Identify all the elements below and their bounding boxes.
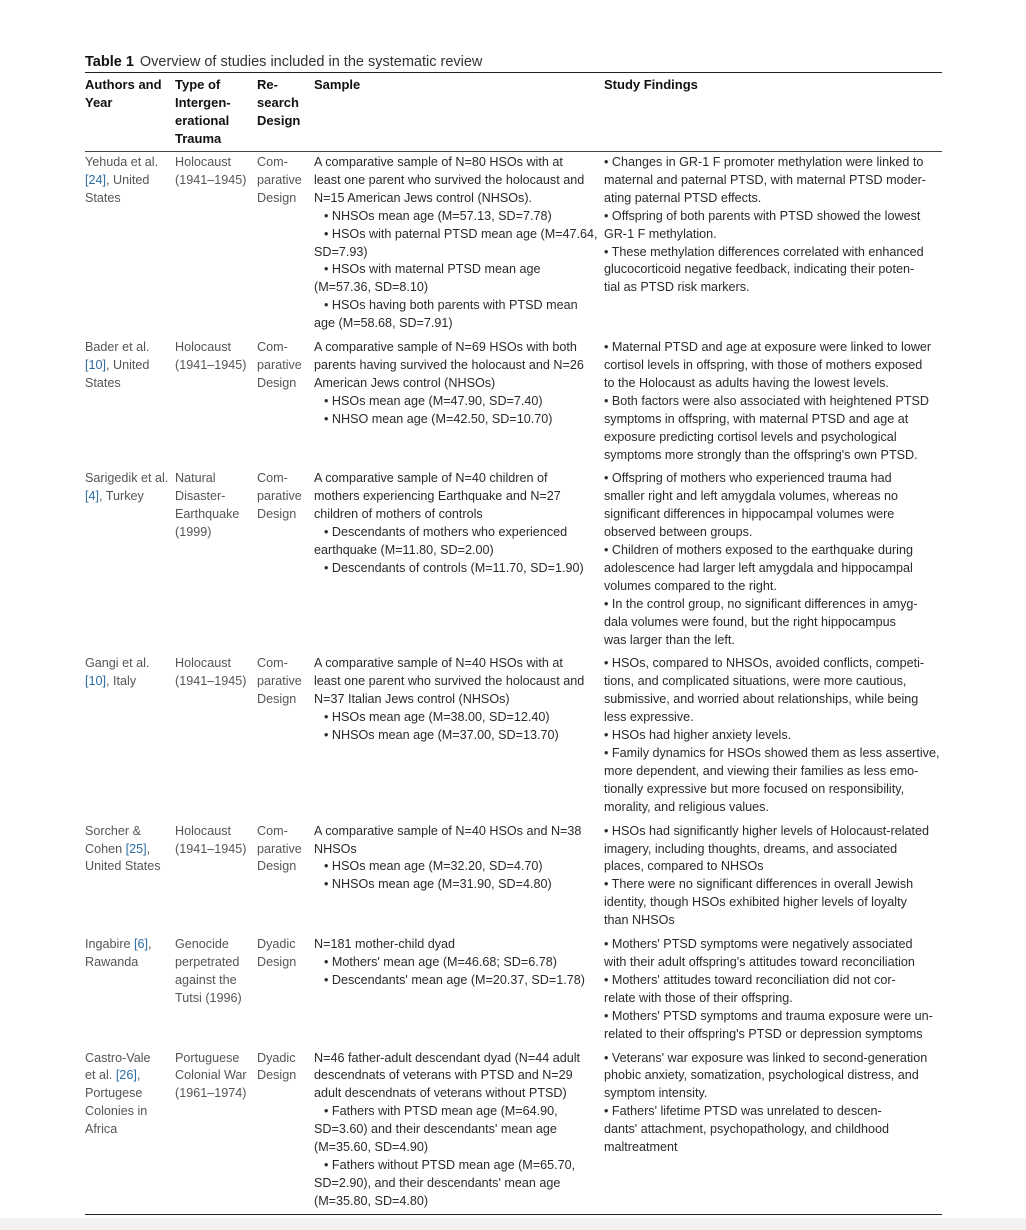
authors-line: Gangi et al.: [85, 656, 150, 671]
sample-line: adult descendnats of veterans without PTSD): [314, 1086, 567, 1101]
sample-line: (M=57.36, SD=8.10): [314, 280, 429, 295]
trauma-line: Holocaust: [175, 823, 232, 838]
authors-line: Sorcher &: [85, 823, 141, 838]
trauma-line: Tutsi (1996): [175, 990, 242, 1005]
cell-design: [257, 468, 314, 653]
sample-line: (M=35.60, SD=4.90): [314, 1140, 429, 1155]
header-row: [85, 73, 942, 152]
sample-line: A comparative sample of N=69 HSOs with both: [314, 340, 577, 355]
finding-line: • Mothers' attitudes toward reconciliation did not cor-: [604, 972, 896, 987]
finding-line: maternal and paternal PTSD, with maternal PTSD moder-: [604, 172, 926, 187]
finding-line: symptom intensity.: [604, 1086, 708, 1101]
cell-design: [257, 653, 314, 820]
sample-bullet: • HSOs mean age (M=38.00, SD=12.40): [324, 710, 550, 725]
finding-line: • Maternal PTSD and age at exposure were linked to lower: [604, 340, 932, 355]
sample-line: N=15 American Jews control (NHSOs).: [314, 190, 533, 205]
citation-ref[interactable]: [6]: [134, 937, 149, 952]
table-row: [85, 653, 942, 820]
cell-trauma: [175, 653, 257, 820]
trauma-line: Disaster-: [175, 489, 226, 504]
finding-line: GR-1 F methylation.: [604, 226, 717, 241]
table-row: [85, 934, 942, 1047]
sample-line: A comparative sample of N=40 children of: [314, 471, 548, 486]
citation-ref[interactable]: [10]: [85, 357, 107, 372]
design-line: Com-: [257, 340, 288, 355]
cell-design: [257, 152, 314, 338]
cell-findings: [604, 1048, 942, 1215]
sample-bullet: • Descendants of mothers who experienced: [324, 525, 568, 540]
cell-sample: [314, 934, 604, 1047]
finding-line: • There were no significant differences in overall Jewish: [604, 877, 914, 892]
finding-line: symptoms in offspring, with maternal PTSD and age at: [604, 411, 909, 426]
finding-line: observed between groups.: [604, 525, 753, 540]
design-line: Design: [257, 375, 297, 390]
finding-line: relate with those of their offspring.: [604, 990, 793, 1005]
design-line: Com-: [257, 823, 288, 838]
design-line: Design: [257, 1068, 297, 1083]
trauma-line: Earthquake: [175, 507, 240, 522]
authors-line: [10], Italy: [85, 674, 137, 689]
finding-line: places, compared to NHSOs: [604, 859, 764, 874]
cell-authors: [85, 337, 175, 468]
finding-line: to the Holocaust as adults having the lowest levels.: [604, 375, 889, 390]
trauma-line: perpetrated: [175, 954, 240, 969]
authors-line: Bader et al.: [85, 340, 150, 355]
finding-line: phobic anxiety, somatization, psychological distress, and: [604, 1068, 919, 1083]
finding-line: • Changes in GR-1 F promoter methylation were linked to: [604, 155, 924, 169]
sample-line: A comparative sample of N=80 HSOs with at: [314, 155, 563, 169]
authors-line: [10], United: [85, 357, 150, 372]
sample-line: children of mothers of controls: [314, 507, 483, 522]
cell-authors: [85, 152, 175, 338]
finding-line: with their adult offspring's attitudes toward reconciliation: [604, 954, 915, 969]
cell-findings: [604, 152, 942, 338]
authors-line: Ingabire [6],: [85, 937, 152, 952]
table-row: [85, 821, 942, 934]
cell-trauma: [175, 468, 257, 653]
cell-sample: [314, 337, 604, 468]
finding-line: • Fathers' lifetime PTSD was unrelated to descen-: [604, 1104, 882, 1119]
cell-authors: [85, 653, 175, 820]
finding-line: dants' attachment, psychopathology, and childhood: [604, 1122, 890, 1137]
design-line: parative: [257, 489, 302, 504]
cell-design: [257, 821, 314, 934]
finding-line: • Offspring of both parents with PTSD showed the lowest: [604, 208, 921, 223]
trauma-line: (1941–1945): [175, 841, 247, 856]
finding-line: tions, and complicated situations, were more cautious,: [604, 674, 907, 689]
cell-sample: [314, 468, 604, 653]
sample-line: parents having survived the holocaust and N=26: [314, 357, 584, 372]
cell-sample: [314, 1048, 604, 1215]
sample-bullet: • HSOs with paternal PTSD mean age (M=47.64,: [324, 226, 598, 241]
sample-bullet: • Mothers' mean age (M=46.68; SD=6.78): [324, 954, 557, 969]
sample-bullet: • HSOs with maternal PTSD mean age: [324, 262, 541, 277]
citation-ref[interactable]: [26]: [115, 1068, 137, 1083]
table-body: [85, 152, 942, 1215]
design-line: Design: [257, 859, 297, 874]
finding-line: • Offspring of mothers who experienced trauma had: [604, 471, 892, 486]
trauma-line: (1941–1945): [175, 674, 247, 689]
cell-findings: [604, 653, 942, 820]
authors-line: Sarigedik et al.: [85, 471, 169, 486]
authors-line: Africa: [85, 1122, 118, 1137]
trauma-line: Colonial War: [175, 1068, 247, 1083]
design-line: Com-: [257, 656, 288, 671]
cell-design: [257, 934, 314, 1047]
table-row: [85, 152, 942, 338]
design-line: Com-: [257, 155, 288, 169]
cell-findings: [604, 337, 942, 468]
header-authors: Authors and Year: [85, 73, 175, 152]
sample-bullet: • NHSOs mean age (M=37.00, SD=13.70): [324, 728, 559, 743]
finding-line: more dependent, and viewing their families as less emo-: [604, 763, 919, 778]
authors-line: Portugese: [85, 1086, 143, 1101]
sample-line: mothers experiencing Earthquake and N=27: [314, 489, 561, 504]
table-row: [85, 337, 942, 468]
finding-line: • HSOs, compared to NHSOs, avoided conflicts, competi-: [604, 656, 925, 671]
trauma-line: Natural: [175, 471, 216, 486]
design-line: parative: [257, 172, 302, 187]
sample-bullet: • NHSO mean age (M=42.50, SD=10.70): [324, 411, 553, 426]
sample-line: SD=2.90), and their descendants' mean age: [314, 1175, 561, 1190]
finding-line: morality, and religious values.: [604, 799, 769, 814]
trauma-line: (1999): [175, 525, 212, 540]
design-line: Design: [257, 190, 297, 205]
design-line: Com-: [257, 471, 288, 486]
finding-line: volumes compared to the right.: [604, 578, 777, 593]
sample-bullet: • Descendants' mean age (M=20.37, SD=1.78): [324, 972, 585, 987]
finding-line: • In the control group, no significant differences in amyg-: [604, 596, 918, 611]
sample-bullet: • NHSOs mean age (M=31.90, SD=4.80): [324, 877, 552, 892]
sample-line: SD=3.60) and their descendants' mean age: [314, 1122, 557, 1137]
finding-line: significant differences in hippocampal volumes were: [604, 507, 895, 522]
cell-findings: [604, 468, 942, 653]
design-line: Design: [257, 692, 297, 707]
sample-line: least one parent who survived the holocaust and: [314, 172, 585, 187]
finding-line: identity, though HSOs exhibited higher levels of loyalty: [604, 895, 907, 910]
sample-line: NHSOs: [314, 841, 357, 856]
cell-trauma: [175, 934, 257, 1047]
trauma-line: Genocide: [175, 937, 229, 952]
finding-line: related to their offspring's PTSD or depression symptoms: [604, 1026, 923, 1041]
finding-line: glucocorticoid negative feedback, indicating their poten-: [604, 262, 915, 277]
cell-authors: [85, 468, 175, 653]
cell-authors: [85, 821, 175, 934]
finding-line: tionally expressive but more focused on responsibility,: [604, 781, 905, 796]
caption-label: Table 1: [85, 54, 134, 70]
design-line: Design: [257, 954, 297, 969]
finding-line: • HSOs had significantly higher levels of Holocaust-related: [604, 823, 930, 838]
page-bottom-strip: [0, 1218, 1026, 1230]
sample-line: earthquake (M=11.80, SD=2.00): [314, 543, 494, 558]
header-design: Re- search Design: [257, 73, 314, 152]
sample-line: descendnats of veterans with PTSD and N=29: [314, 1068, 573, 1083]
cell-authors: [85, 1048, 175, 1215]
sample-line: A comparative sample of N=40 HSOs and N=38: [314, 823, 582, 838]
citation-ref[interactable]: [25]: [125, 841, 147, 856]
citation-ref[interactable]: [24]: [85, 172, 107, 187]
finding-line: smaller right and left amygdala volumes, whereas no: [604, 489, 898, 504]
finding-line: adolescence had larger left amygdala and hippocampal: [604, 560, 913, 575]
authors-line: et al. [26],: [85, 1068, 141, 1083]
finding-line: ating paternal PTSD effects.: [604, 190, 762, 205]
finding-line: • Both factors were also associated with heightened PTSD: [604, 393, 930, 408]
header-sample: Sample: [314, 73, 604, 152]
sample-bullet: • NHSOs mean age (M=57.13, SD=7.78): [324, 208, 552, 223]
sample-line: (M=35.80, SD=4.80): [314, 1193, 429, 1208]
sample-line: SD=7.93): [314, 244, 368, 259]
sample-bullet: • Descendants of controls (M=11.70, SD=1.90): [324, 560, 584, 575]
finding-line: imagery, including thoughts, dreams, and associated: [604, 841, 898, 856]
finding-line: tial as PTSD risk markers.: [604, 280, 750, 295]
caption-text: Overview of studies included in the systematic review: [139, 54, 483, 70]
sample-bullet: • Fathers without PTSD mean age (M=65.70,: [324, 1157, 576, 1172]
cell-findings: [604, 934, 942, 1047]
cell-authors: [85, 934, 175, 1047]
sample-bullet: • HSOs mean age (M=47.90, SD=7.40): [324, 393, 543, 408]
sample-line: N=181 mother-child dyad: [314, 937, 456, 952]
finding-line: dala volumes were found, but the right hippocampus: [604, 614, 896, 629]
authors-line: Cohen [25],: [85, 841, 151, 856]
studies-table: [85, 53, 942, 1215]
design-line: Design: [257, 507, 297, 522]
cell-trauma: [175, 152, 257, 338]
finding-line: • Mothers' PTSD symptoms and trauma exposure were un-: [604, 1008, 933, 1023]
sample-line: American Jews control (NHSOs): [314, 375, 496, 390]
citation-ref[interactable]: [10]: [85, 674, 107, 689]
finding-line: was larger than the left.: [604, 632, 735, 647]
sample-line: least one parent who survived the holocaust and: [314, 674, 585, 689]
design-line: parative: [257, 841, 302, 856]
trauma-line: (1941–1945): [175, 357, 247, 372]
cell-trauma: [175, 1048, 257, 1215]
finding-line: • Mothers' PTSD symptoms were negatively associated: [604, 937, 913, 952]
finding-line: exposure predicting cortisol levels and psychological: [604, 429, 897, 444]
table-row: [85, 1048, 942, 1215]
finding-line: • Veterans' war exposure was linked to second-generation: [604, 1050, 928, 1065]
table-caption: [85, 53, 942, 73]
design-line: parative: [257, 674, 302, 689]
finding-line: than NHSOs: [604, 913, 675, 928]
finding-line: submissive, and worried about relationships, while being: [604, 692, 919, 707]
trauma-line: Holocaust: [175, 155, 232, 169]
sample-bullet: • HSOs mean age (M=32.20, SD=4.70): [324, 859, 543, 874]
design-line: parative: [257, 357, 302, 372]
sample-line: N=37 Italian Jews control (NHSOs): [314, 692, 510, 707]
cell-trauma: [175, 337, 257, 468]
trauma-line: Holocaust: [175, 340, 232, 355]
cell-design: [257, 1048, 314, 1215]
citation-ref[interactable]: [4]: [85, 489, 100, 504]
authors-line: Rawanda: [85, 954, 139, 969]
finding-line: • HSOs had higher anxiety levels.: [604, 728, 792, 743]
finding-line: cortisol levels in offspring, with those of mothers exposed: [604, 357, 923, 372]
cell-sample: [314, 821, 604, 934]
finding-line: • Children of mothers exposed to the earthquake during: [604, 543, 913, 558]
design-line: Dyadic: [257, 1050, 296, 1065]
finding-line: maltreatment: [604, 1140, 678, 1155]
finding-line: • These methylation differences correlated with enhanced: [604, 244, 924, 259]
header-trauma: Type of Intergen- erational Trauma: [175, 73, 257, 152]
trauma-line: Portuguese: [175, 1050, 240, 1065]
sample-bullet: • HSOs having both parents with PTSD mean: [324, 298, 578, 313]
authors-line: States: [85, 375, 121, 390]
cell-sample: [314, 152, 604, 338]
cell-findings: [604, 821, 942, 934]
trauma-line: (1941–1945): [175, 172, 247, 187]
authors-line: [24], United: [85, 172, 150, 187]
design-line: Dyadic: [257, 937, 296, 952]
cell-trauma: [175, 821, 257, 934]
authors-line: States: [85, 190, 121, 205]
sample-line: age (M=58.68, SD=7.91): [314, 316, 453, 331]
sample-line: A comparative sample of N=40 HSOs with at: [314, 656, 563, 671]
authors-line: United States: [85, 859, 161, 874]
cell-sample: [314, 653, 604, 820]
cell-design: [257, 337, 314, 468]
finding-line: • Family dynamics for HSOs showed them as less assertive,: [604, 746, 940, 760]
trauma-line: Holocaust: [175, 656, 232, 671]
overview-table: [85, 73, 942, 1215]
finding-line: less expressive.: [604, 710, 694, 725]
trauma-line: (1961–1974): [175, 1086, 247, 1101]
authors-line: Colonies in: [85, 1104, 148, 1119]
trauma-line: against the: [175, 972, 237, 987]
authors-line: Castro-Vale: [85, 1050, 151, 1065]
header-findings: Study Findings: [604, 73, 942, 152]
finding-line: symptoms more strongly than the offspring's own PTSD.: [604, 447, 918, 462]
sample-bullet: • Fathers with PTSD mean age (M=64.90,: [324, 1104, 558, 1119]
sample-line: N=46 father-adult descendant dyad (N=44 adult: [314, 1050, 581, 1065]
authors-line: [4], Turkey: [85, 489, 144, 504]
authors-line: Yehuda et al.: [85, 155, 159, 169]
table-row: [85, 468, 942, 653]
